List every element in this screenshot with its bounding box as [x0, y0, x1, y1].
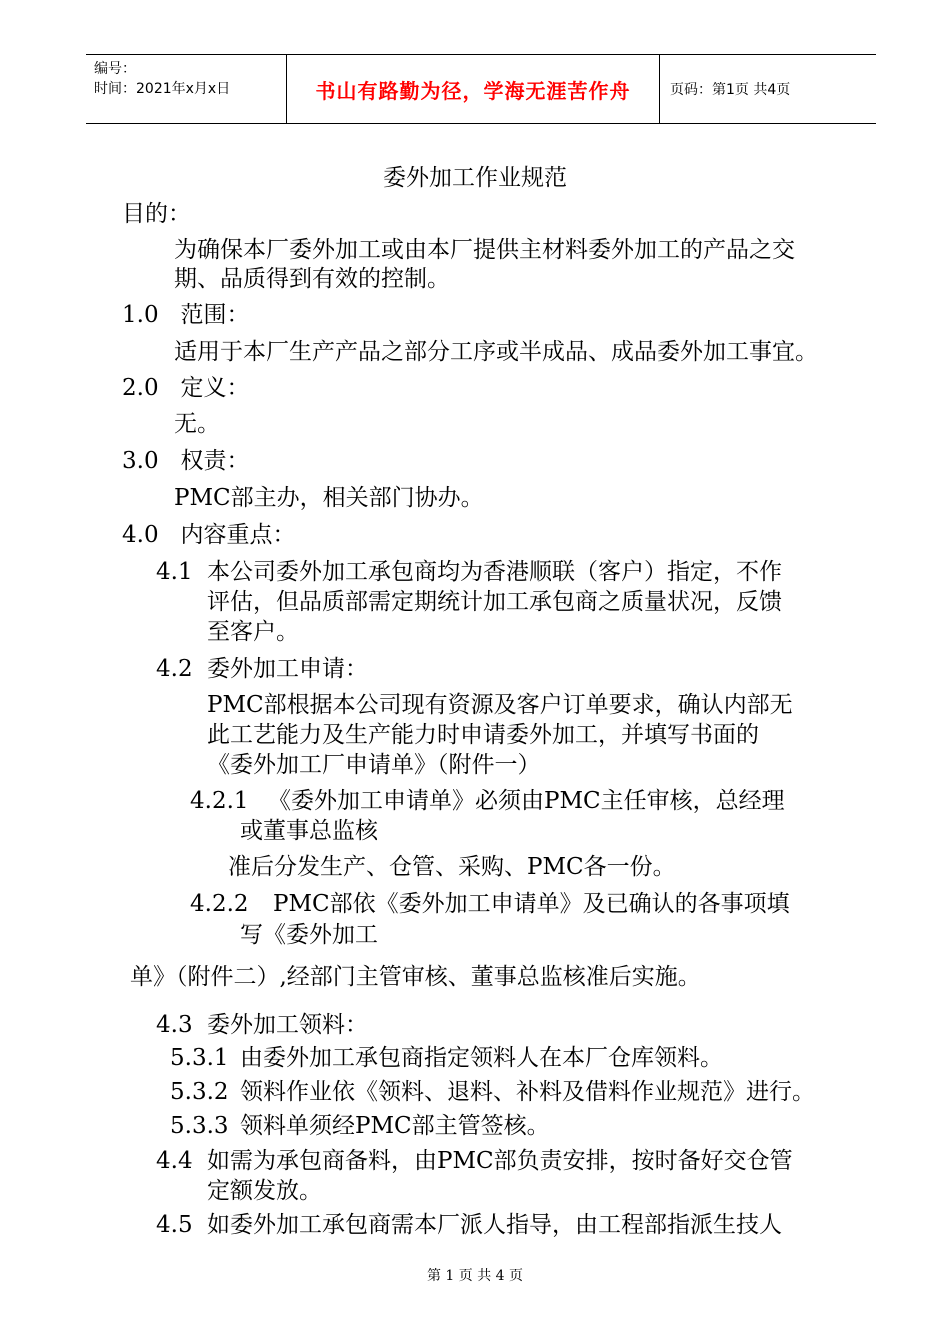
- time-label: 时间：2021年x月x日: [94, 81, 231, 97]
- number-label: 编号：: [94, 61, 136, 77]
- section-2-heading: [122, 373, 250, 403]
- section-4-5-line-1: 如委外加工承包商需本厂派人指导，由工程部指派生技人: [207, 1212, 782, 1238]
- section-title: 内容重点：: [180, 522, 296, 548]
- page-header: [86, 54, 876, 124]
- section-4-4-number: 4.4: [156, 1148, 193, 1174]
- section-title: 定义：: [180, 375, 250, 401]
- section-5-3-1-text: 由委外加工承包商指定领料人在本厂仓库领料。: [240, 1045, 723, 1071]
- section-3-heading: [122, 446, 250, 476]
- page-footer: 第 1 页 共 4 页: [426, 1268, 524, 1284]
- section-5-3-1-number: 5.3.1: [170, 1045, 229, 1071]
- section-5-3-3-number: 5.3.3: [170, 1113, 229, 1139]
- section-4-2-2-line-3: 单》（附件二）,经部门主管审核、董事总监核准后实施。: [130, 964, 701, 990]
- section-4-1-line-1: 本公司委外加工承包商均为香港顺联（客户）指定，不作: [207, 559, 782, 585]
- page-info: 页码：第1页 共4页: [670, 82, 791, 98]
- section-2-text: 无。: [174, 411, 220, 437]
- document-title: 委外加工作业规范: [383, 165, 567, 191]
- section-1-heading: [122, 300, 250, 330]
- section-title: 权责：: [180, 448, 250, 474]
- section-4-4-line-1: 如需为承包商备料，由PMC部负责安排，按时备好交仓管: [207, 1148, 793, 1174]
- section-4-2-1-line-3: 准后分发生产、仓管、采购、PMC各一份。: [228, 854, 676, 880]
- section-number: 3.0: [122, 448, 159, 474]
- purpose-line-2: 期、品质得到有效的控制。: [174, 266, 450, 292]
- section-4-2-1-line-2: 或董事总监核: [240, 818, 378, 844]
- header-left: [94, 59, 230, 99]
- section-4-1-line-2: 评估，但品质部需定期统计加工承包商之质量状况，反馈: [207, 589, 782, 615]
- section-4-3-number: 4.3: [156, 1012, 193, 1038]
- section-title: 范围：: [180, 302, 250, 328]
- purpose-heading: 目的：: [122, 201, 191, 227]
- section-4-2-2-line-1: PMC部依《委外加工申请单》及已确认的各事项填: [273, 891, 790, 917]
- section-3-text: PMC部主办，相关部门协办。: [174, 485, 484, 511]
- section-number: 2.0: [122, 375, 159, 401]
- section-4-2-1-line-1: 《委外加工申请单》必须由PMC主任审核，总经理: [268, 788, 785, 814]
- section-4-2-1-number: 4.2.1: [190, 788, 249, 814]
- section-4-2-number: 4.2: [156, 656, 193, 682]
- section-5-3-2-number: 5.3.2: [170, 1079, 229, 1105]
- section-1-text: 适用于本厂生产产品之部分工序或半成品、成品委外加工事宜。: [174, 339, 818, 365]
- section-number: 1.0: [122, 302, 159, 328]
- section-4-5-number: 4.5: [156, 1212, 193, 1238]
- section-4-2-line-3: 《委外加工厂申请单》（附件一）: [207, 752, 541, 778]
- section-4-2-2-line-2: 写《委外加工: [240, 922, 378, 948]
- section-number: 4.0: [122, 522, 159, 548]
- section-4-1-line-3: 至客户。: [207, 619, 299, 645]
- section-4-2-heading: 委外加工申请：: [207, 656, 368, 682]
- section-4-1-number: 4.1: [156, 559, 193, 585]
- section-5-3-3-text: 领料单须经PMC部主管签核。: [240, 1113, 550, 1139]
- section-4-heading: [122, 520, 296, 550]
- motto: 书山有路勤为径，学海无涯苦作舟: [286, 55, 660, 123]
- purpose-line-1: 为确保本厂委外加工或由本厂提供主材料委外加工的产品之交: [174, 237, 795, 263]
- section-5-3-2-text: 领料作业依《领料、退料、补料及借料作业规范》进行。: [240, 1079, 815, 1105]
- section-4-3-heading: 委外加工领料：: [207, 1012, 368, 1038]
- section-4-2-line-2: 此工艺能力及生产能力时申请委外加工，并填写书面的: [207, 722, 759, 748]
- section-4-2-line-1: PMC部根据本公司现有资源及客户订单要求，确认内部无: [207, 692, 793, 718]
- section-4-4-line-2: 定额发放。: [207, 1178, 322, 1204]
- section-4-2-2-number: 4.2.2: [190, 891, 249, 917]
